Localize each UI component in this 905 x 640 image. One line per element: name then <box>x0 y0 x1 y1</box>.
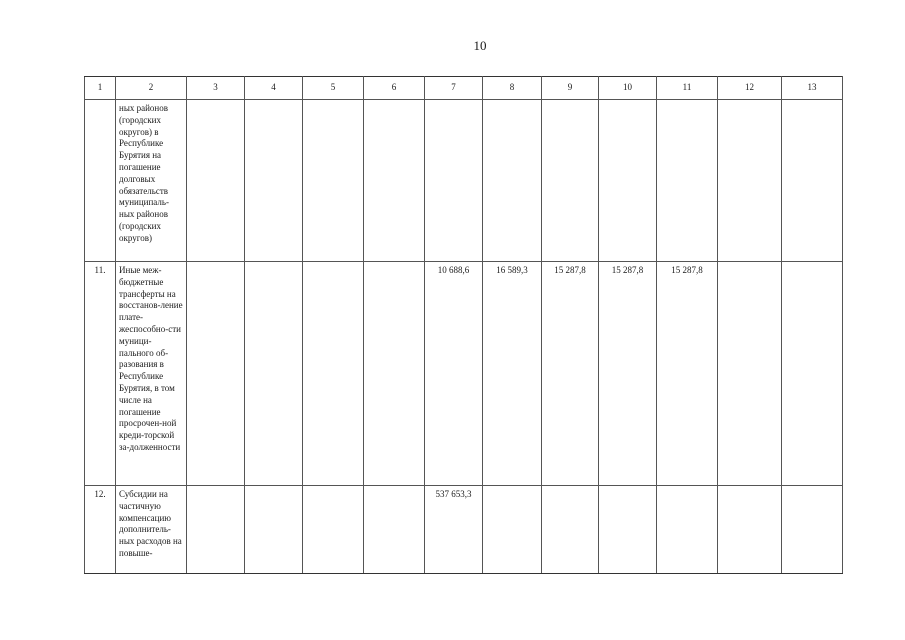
value-cell <box>364 262 425 486</box>
row-description-cell: Субсидии на частичную компенсацию дополнитель-ных расходов на повыше- <box>116 486 187 574</box>
value-cell: 10 688,6 <box>425 262 483 486</box>
value-cell <box>483 100 542 262</box>
value-cell <box>245 100 303 262</box>
value-cell <box>187 100 245 262</box>
table-row <box>85 486 843 574</box>
value-cell <box>718 486 782 574</box>
value-cell <box>782 262 843 486</box>
value-cell <box>782 486 843 574</box>
value-cell <box>542 100 599 262</box>
row-number-cell: 12. <box>85 486 116 574</box>
value-cell <box>542 486 599 574</box>
column-header: 12 <box>718 77 782 100</box>
row-number-cell <box>85 100 116 262</box>
value-cell <box>718 100 782 262</box>
column-header: 5 <box>303 77 364 100</box>
page-number: 10 <box>473 38 487 53</box>
column-header: 10 <box>599 77 657 100</box>
value-cell <box>599 486 657 574</box>
column-header: 4 <box>245 77 303 100</box>
column-header: 11 <box>657 77 718 100</box>
value-cell <box>599 100 657 262</box>
column-header: 9 <box>542 77 599 100</box>
column-header: 2 <box>116 77 187 100</box>
table-row <box>85 100 843 262</box>
value-cell <box>364 486 425 574</box>
value-cell <box>187 486 245 574</box>
value-cell: 15 287,8 <box>542 262 599 486</box>
value-cell <box>187 262 245 486</box>
value-cell <box>657 486 718 574</box>
column-header: 8 <box>483 77 542 100</box>
budget-table <box>84 76 843 574</box>
value-cell <box>303 100 364 262</box>
row-description-cell: Иные меж-бюджетные трансферты на восстанов-ление плате-жеспособно-сти муници-пального об-разования в Республике Бурятия, в том числе на погашение просрочен-ной креди-торской за-долженности <box>116 262 187 486</box>
column-header: 1 <box>85 77 116 100</box>
value-cell <box>782 100 843 262</box>
table-row <box>85 262 843 486</box>
value-cell <box>303 486 364 574</box>
column-header: 6 <box>364 77 425 100</box>
value-cell <box>718 262 782 486</box>
value-cell: 15 287,8 <box>657 262 718 486</box>
value-cell: 15 287,8 <box>599 262 657 486</box>
value-cell: 16 589,3 <box>483 262 542 486</box>
column-header: 7 <box>425 77 483 100</box>
value-cell <box>483 486 542 574</box>
value-cell <box>303 262 364 486</box>
value-cell <box>657 100 718 262</box>
header-row <box>85 77 843 100</box>
value-cell <box>425 100 483 262</box>
row-number-cell: 11. <box>85 262 116 486</box>
value-cell <box>245 486 303 574</box>
row-description-cell: ных районов (городских округов) в Республике Бурятия на погашение долговых обязательств муниципаль-ных районов (городских округов) <box>116 100 187 262</box>
column-header: 3 <box>187 77 245 100</box>
column-header: 13 <box>782 77 843 100</box>
value-cell <box>364 100 425 262</box>
value-cell: 537 653,3 <box>425 486 483 574</box>
value-cell <box>245 262 303 486</box>
